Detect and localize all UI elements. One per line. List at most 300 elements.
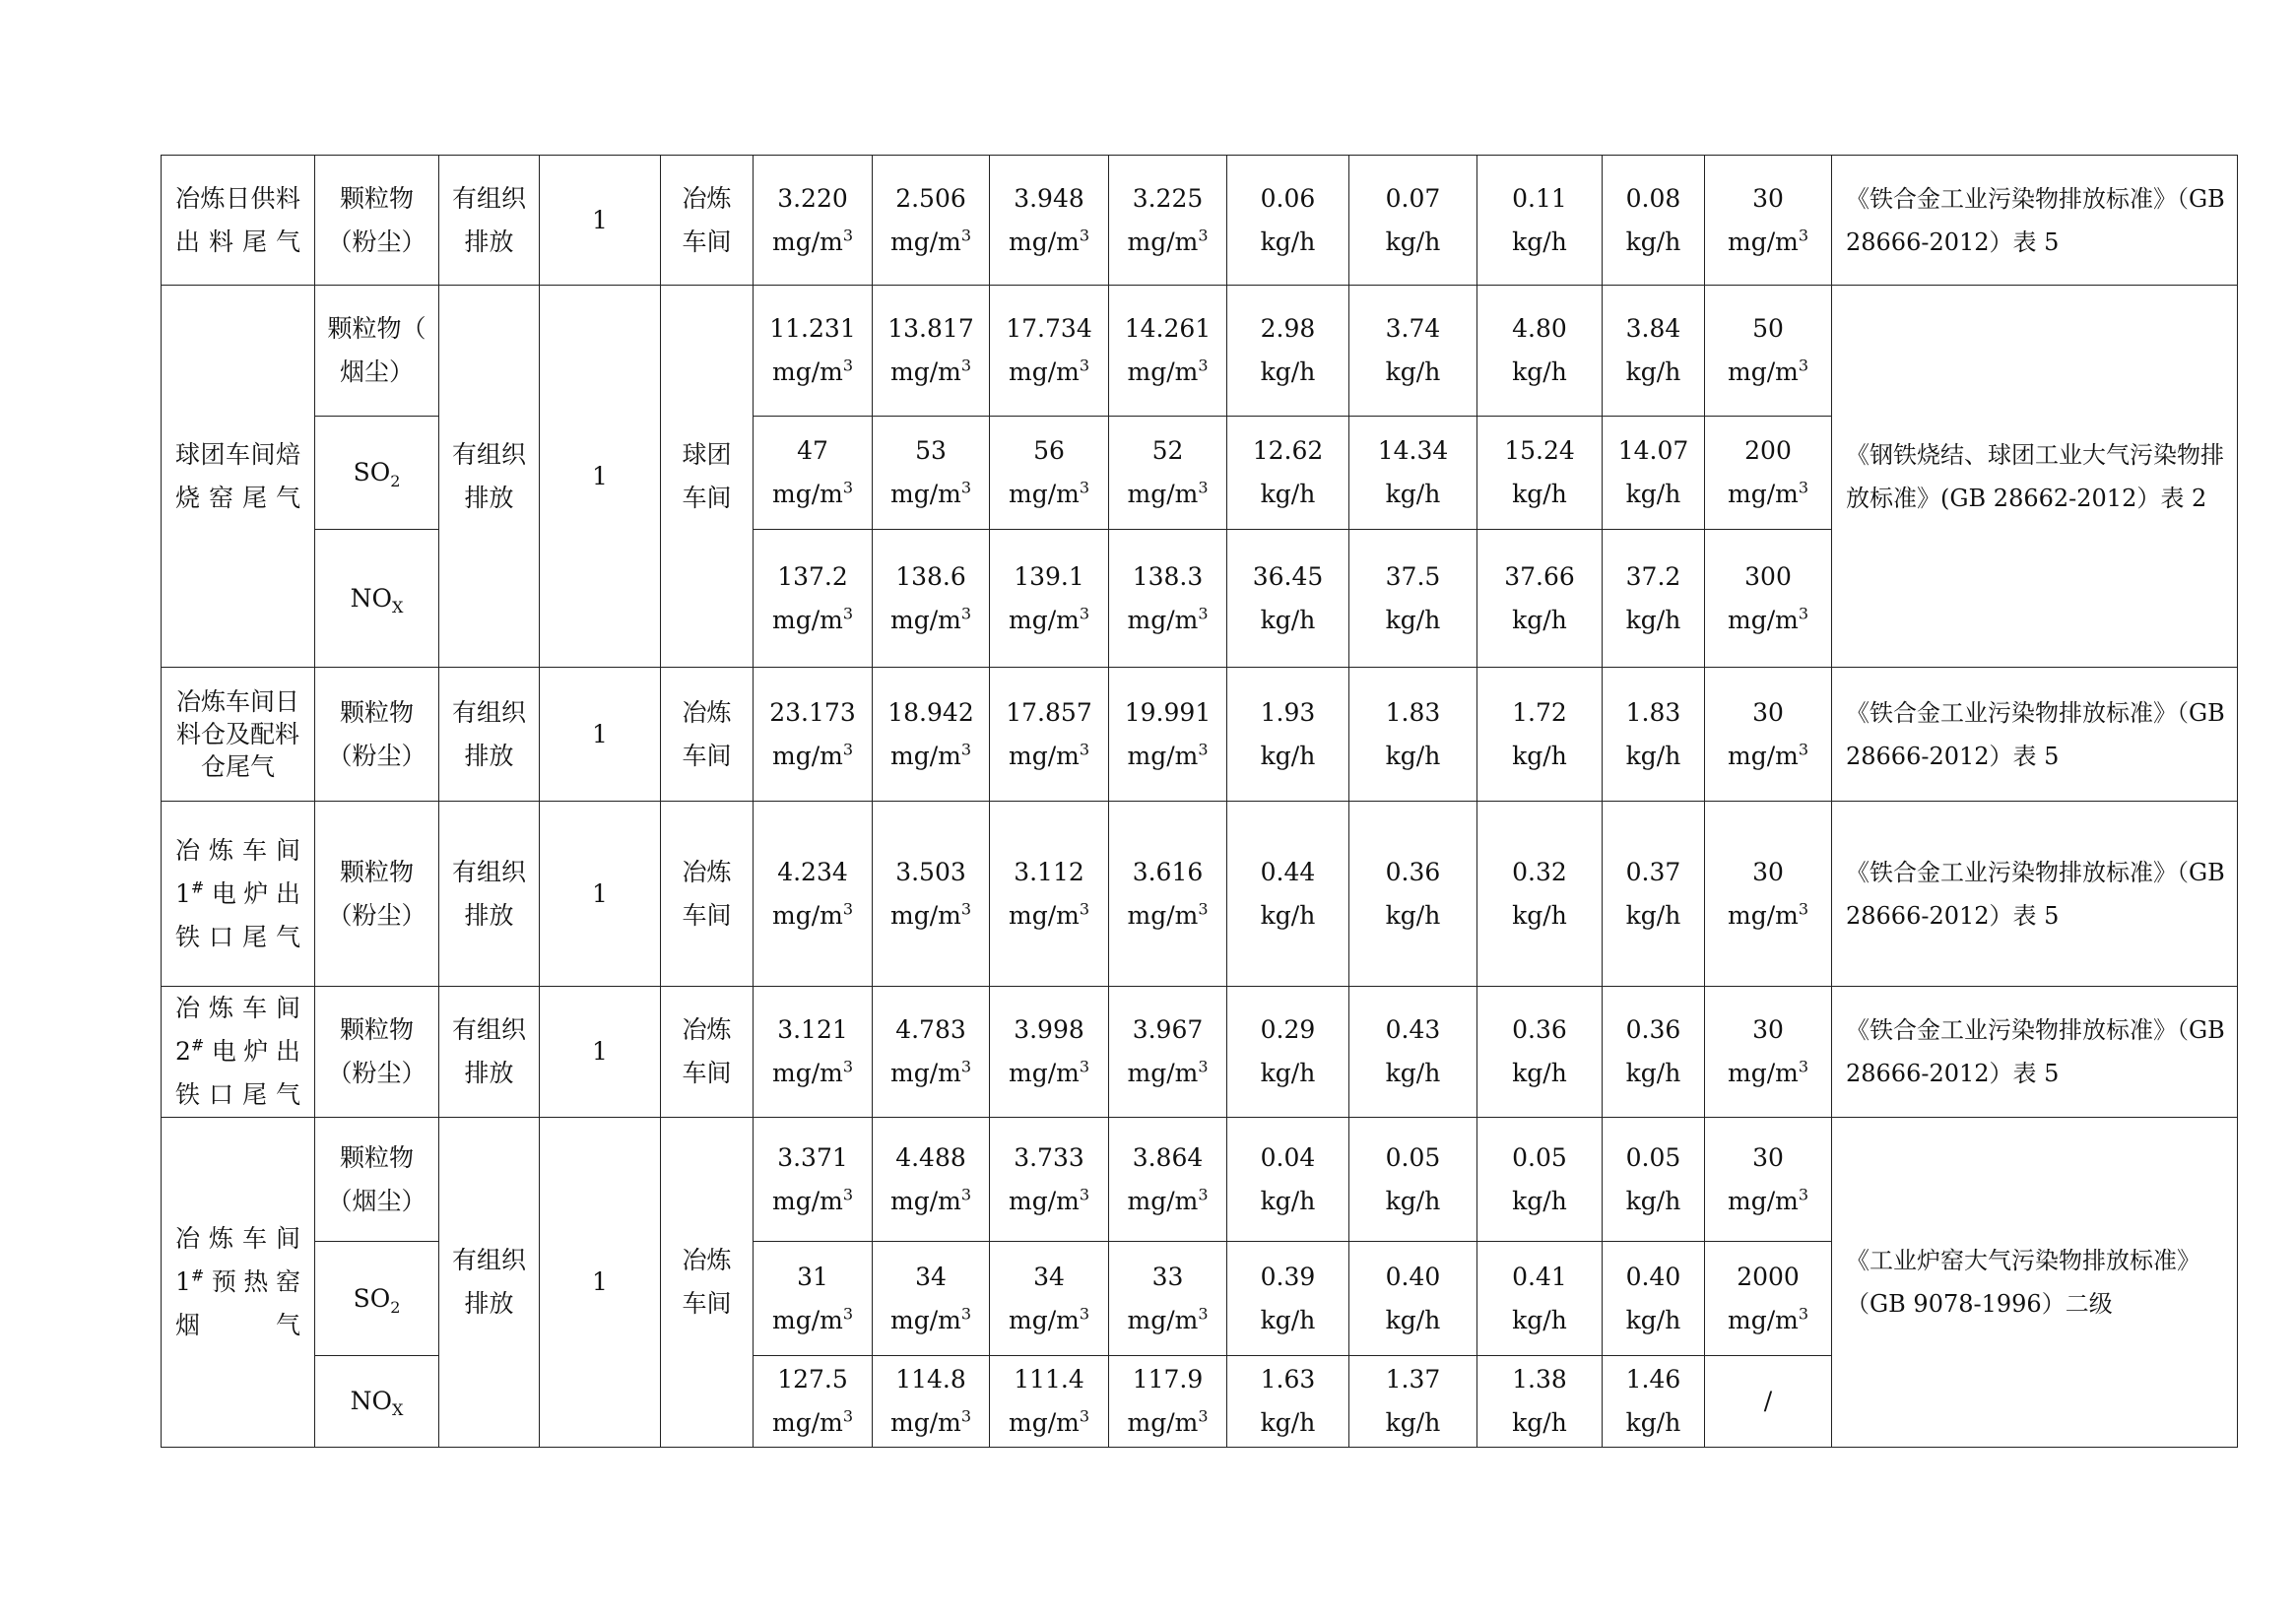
unit-base: mg/m bbox=[1008, 357, 1080, 386]
unit-exp: 3 bbox=[1079, 226, 1090, 245]
concentration-cell bbox=[873, 530, 990, 668]
rate-unit: kg/h bbox=[1625, 605, 1681, 634]
unit-exp: 3 bbox=[1198, 899, 1209, 919]
rate-unit: kg/h bbox=[1260, 480, 1316, 508]
concentration-cell bbox=[754, 987, 873, 1118]
pollutant bbox=[315, 417, 439, 530]
concentration-unit bbox=[873, 1401, 989, 1445]
concentration-value: 17.857 bbox=[1006, 697, 1092, 727]
concentration-unit bbox=[1109, 221, 1226, 264]
rate-value: 14.34 bbox=[1377, 436, 1449, 465]
concentration-value: 33 bbox=[1151, 1262, 1184, 1291]
rate-unit: kg/h bbox=[1512, 605, 1567, 634]
unit-exp: 3 bbox=[1079, 1406, 1090, 1426]
concentration-cell bbox=[1109, 1242, 1227, 1356]
pollutant-label: 颗粒物（粉尘） bbox=[327, 1015, 426, 1087]
unit-exp: 3 bbox=[960, 1406, 972, 1426]
rate-cell bbox=[1603, 1356, 1705, 1448]
pollutant bbox=[315, 987, 439, 1118]
unit-base: mg/m bbox=[1127, 900, 1199, 930]
pollutant-label: 颗粒物（粉尘） bbox=[327, 697, 426, 770]
unit-exp: 3 bbox=[842, 604, 854, 623]
location: 冶炼车间 bbox=[661, 987, 754, 1118]
pollutant-label: 颗粒物（粉尘） bbox=[327, 183, 426, 256]
unit-base: mg/m bbox=[1008, 741, 1080, 770]
limit-value: / bbox=[1763, 1387, 1773, 1415]
rate-value: 1.72 bbox=[1512, 697, 1567, 727]
rate-cell bbox=[1349, 156, 1477, 286]
rate-value: 37.2 bbox=[1625, 561, 1681, 591]
pollutant-label: NO bbox=[350, 1387, 392, 1415]
concentration-value: 138.6 bbox=[895, 561, 966, 591]
rate-cell bbox=[1603, 802, 1705, 987]
limit-cell bbox=[1705, 802, 1832, 987]
unit-exp: 3 bbox=[842, 1304, 854, 1324]
table-row bbox=[162, 156, 2238, 286]
concentration-unit bbox=[990, 894, 1108, 938]
unit-exp: 3 bbox=[960, 478, 972, 497]
outlet-count: 1 bbox=[540, 156, 661, 286]
rate-cell bbox=[1603, 156, 1705, 286]
concentration-unit bbox=[1109, 599, 1226, 642]
unit-exp: 3 bbox=[842, 356, 854, 375]
concentration-value: 18.942 bbox=[887, 697, 974, 727]
rate-unit: kg/h bbox=[1512, 1305, 1567, 1334]
rate-value: 1.63 bbox=[1260, 1365, 1316, 1394]
standard-reference: 《钢铁烧结、球团工业大气污染物排放标准》(GB 28662-2012）表 2 bbox=[1832, 286, 2238, 668]
concentration-value: 47 bbox=[797, 436, 828, 465]
unit-exp: 3 bbox=[1198, 1406, 1209, 1426]
rate-cell bbox=[1227, 1242, 1349, 1356]
limit-unit bbox=[1705, 351, 1831, 394]
pollutant bbox=[315, 1242, 439, 1356]
rate-cell bbox=[1603, 286, 1705, 417]
rate-value: 1.83 bbox=[1385, 697, 1441, 727]
concentration-cell bbox=[1109, 1356, 1227, 1448]
unit-base: mg/m bbox=[1727, 227, 1799, 256]
rate-cell bbox=[1477, 530, 1603, 668]
unit-base: mg/m bbox=[889, 480, 961, 508]
concentration-unit bbox=[873, 351, 989, 394]
source-sup: # bbox=[190, 1265, 205, 1285]
unit-exp: 3 bbox=[842, 1057, 854, 1076]
rate-unit: kg/h bbox=[1260, 1186, 1316, 1215]
unit-exp: 3 bbox=[1079, 478, 1090, 497]
unit-exp: 3 bbox=[1079, 740, 1090, 759]
table-row bbox=[162, 286, 2238, 417]
concentration-unit bbox=[1109, 894, 1226, 938]
rate-unit: kg/h bbox=[1260, 741, 1316, 770]
concentration-cell bbox=[754, 1118, 873, 1242]
source-label: 冶炼车间1 bbox=[175, 1224, 300, 1296]
rate-value: 0.37 bbox=[1625, 857, 1681, 886]
unit-exp: 3 bbox=[960, 1057, 972, 1076]
unit-base: mg/m bbox=[1127, 741, 1199, 770]
unit-exp: 3 bbox=[1079, 1057, 1090, 1076]
concentration-cell bbox=[873, 668, 990, 802]
rate-cell bbox=[1477, 1118, 1603, 1242]
standard-reference: 《工业炉窑大气污染物排放标准》（GB 9078-1996）二级 bbox=[1832, 1118, 2238, 1448]
concentration-unit bbox=[1109, 351, 1226, 394]
rate-cell bbox=[1477, 668, 1603, 802]
rate-value: 0.05 bbox=[1625, 1142, 1681, 1172]
unit-exp: 3 bbox=[842, 899, 854, 919]
rate-cell bbox=[1349, 530, 1477, 668]
unit-exp: 3 bbox=[842, 1406, 854, 1426]
rate-cell bbox=[1227, 530, 1349, 668]
concentration-cell bbox=[754, 1356, 873, 1448]
rate-unit: kg/h bbox=[1385, 227, 1441, 256]
rate-unit: kg/h bbox=[1385, 480, 1441, 508]
unit-base: mg/m bbox=[1727, 1305, 1799, 1334]
rate-value: 0.07 bbox=[1385, 183, 1441, 213]
concentration-value: 19.991 bbox=[1124, 697, 1212, 727]
unit-base: mg/m bbox=[1127, 605, 1199, 634]
concentration-unit bbox=[754, 1401, 872, 1445]
concentration-unit bbox=[873, 221, 989, 264]
concentration-cell bbox=[873, 1356, 990, 1448]
concentration-value: 53 bbox=[915, 436, 947, 465]
pollutant-sub: X bbox=[391, 1400, 404, 1419]
unit-base: mg/m bbox=[889, 227, 961, 256]
concentration-unit bbox=[873, 1299, 989, 1342]
concentration-unit bbox=[990, 735, 1108, 778]
unit-exp: 3 bbox=[842, 478, 854, 497]
concentration-value: 3.112 bbox=[1014, 857, 1084, 886]
location: 球团车间 bbox=[661, 286, 754, 668]
rate-unit: kg/h bbox=[1512, 1408, 1567, 1437]
concentration-unit bbox=[873, 1052, 989, 1095]
concentration-unit bbox=[990, 473, 1108, 516]
pollutant-label: 颗粒物（烟尘） bbox=[327, 1142, 426, 1215]
unit-exp: 3 bbox=[1798, 1057, 1809, 1076]
unit-base: mg/m bbox=[1127, 357, 1199, 386]
unit-exp: 3 bbox=[1798, 740, 1809, 759]
concentration-value: 139.1 bbox=[1014, 561, 1084, 591]
unit-base: mg/m bbox=[1008, 480, 1080, 508]
rate-unit: kg/h bbox=[1260, 1305, 1316, 1334]
rate-cell bbox=[1227, 417, 1349, 530]
concentration-value: 13.817 bbox=[887, 314, 974, 343]
concentration-cell bbox=[1109, 156, 1227, 286]
unit-base: mg/m bbox=[771, 741, 843, 770]
location: 冶炼车间 bbox=[661, 668, 754, 802]
rate-cell bbox=[1603, 1118, 1705, 1242]
limit-unit bbox=[1705, 473, 1831, 516]
concentration-cell bbox=[990, 987, 1109, 1118]
rate-value: 0.05 bbox=[1512, 1142, 1567, 1172]
unit-exp: 3 bbox=[1798, 1185, 1809, 1204]
limit-unit bbox=[1705, 894, 1831, 938]
concentration-cell bbox=[990, 1356, 1109, 1448]
emission-source bbox=[162, 802, 315, 987]
limit-cell bbox=[1705, 286, 1832, 417]
concentration-value: 127.5 bbox=[777, 1365, 848, 1394]
rate-unit: kg/h bbox=[1625, 1059, 1681, 1087]
unit-base: mg/m bbox=[1008, 1408, 1080, 1437]
unit-exp: 3 bbox=[1198, 740, 1209, 759]
concentration-cell bbox=[754, 156, 873, 286]
concentration-cell bbox=[873, 1242, 990, 1356]
concentration-value: 4.488 bbox=[895, 1142, 966, 1172]
concentration-cell bbox=[873, 1118, 990, 1242]
rate-value: 0.40 bbox=[1385, 1262, 1441, 1291]
rate-value: 0.44 bbox=[1260, 857, 1316, 886]
emission-mode: 有组织排放 bbox=[439, 987, 540, 1118]
pollutant bbox=[315, 1356, 439, 1448]
rate-unit: kg/h bbox=[1625, 227, 1681, 256]
emission-mode: 有组织排放 bbox=[439, 286, 540, 668]
limit-unit bbox=[1705, 735, 1831, 778]
source-sup: # bbox=[190, 877, 205, 897]
rate-cell bbox=[1227, 668, 1349, 802]
concentration-cell bbox=[1109, 802, 1227, 987]
rate-unit: kg/h bbox=[1512, 1186, 1567, 1215]
concentration-value: 31 bbox=[797, 1262, 828, 1291]
rate-cell bbox=[1349, 802, 1477, 987]
concentration-value: 3.998 bbox=[1014, 1015, 1084, 1044]
concentration-value: 3.371 bbox=[777, 1142, 848, 1172]
emission-mode: 有组织排放 bbox=[439, 1118, 540, 1448]
pollutant-sub: 2 bbox=[390, 472, 401, 490]
limit-value: 200 bbox=[1744, 436, 1792, 465]
rate-unit: kg/h bbox=[1385, 1186, 1441, 1215]
source-tail: 电炉出铁口尾气 bbox=[175, 878, 300, 951]
concentration-cell bbox=[990, 156, 1109, 286]
concentration-value: 34 bbox=[915, 1262, 947, 1291]
rate-value: 12.62 bbox=[1252, 436, 1324, 465]
rate-value: 0.41 bbox=[1512, 1262, 1567, 1291]
emission-mode: 有组织排放 bbox=[439, 668, 540, 802]
unit-base: mg/m bbox=[771, 1059, 843, 1087]
rate-cell bbox=[1349, 286, 1477, 417]
rate-cell bbox=[1477, 1356, 1603, 1448]
unit-exp: 3 bbox=[1798, 356, 1809, 375]
rate-value: 2.98 bbox=[1260, 314, 1316, 343]
concentration-unit bbox=[754, 894, 872, 938]
rate-value: 0.11 bbox=[1512, 183, 1567, 213]
concentration-value: 17.734 bbox=[1006, 314, 1092, 343]
concentration-cell bbox=[1109, 417, 1227, 530]
limit-cell bbox=[1705, 417, 1832, 530]
rate-unit: kg/h bbox=[1512, 741, 1567, 770]
concentration-cell bbox=[1109, 1118, 1227, 1242]
unit-base: mg/m bbox=[771, 1408, 843, 1437]
concentration-value: 11.231 bbox=[769, 314, 856, 343]
rate-value: 0.40 bbox=[1625, 1262, 1681, 1291]
pollutant-label: 颗粒物（ 烟尘） bbox=[327, 314, 426, 386]
standard-reference: 《铁合金工业污染物排放标准》（GB 28666-2012）表 5 bbox=[1832, 156, 2238, 286]
concentration-cell bbox=[754, 1242, 873, 1356]
outlet-count: 1 bbox=[540, 668, 661, 802]
unit-base: mg/m bbox=[1727, 605, 1799, 634]
unit-exp: 3 bbox=[1198, 1057, 1209, 1076]
concentration-unit bbox=[754, 599, 872, 642]
concentration-cell bbox=[1109, 286, 1227, 417]
location: 冶炼车间 bbox=[661, 156, 754, 286]
concentration-cell bbox=[873, 417, 990, 530]
outlet-count: 1 bbox=[540, 286, 661, 668]
limit-cell bbox=[1705, 1242, 1832, 1356]
limit-unit bbox=[1705, 1052, 1831, 1095]
rate-value: 15.24 bbox=[1504, 436, 1575, 465]
standard-reference: 《铁合金工业污染物排放标准》（GB 28666-2012）表 5 bbox=[1832, 802, 2238, 987]
rate-value: 1.83 bbox=[1625, 697, 1681, 727]
source-tail: 预热窑烟气 bbox=[175, 1267, 300, 1339]
unit-base: mg/m bbox=[1008, 227, 1080, 256]
rate-cell bbox=[1603, 530, 1705, 668]
rate-unit: kg/h bbox=[1625, 1186, 1681, 1215]
rate-cell bbox=[1477, 286, 1603, 417]
unit-base: mg/m bbox=[1127, 227, 1199, 256]
concentration-value: 14.261 bbox=[1124, 314, 1212, 343]
unit-base: mg/m bbox=[889, 1305, 961, 1334]
rate-cell bbox=[1349, 417, 1477, 530]
concentration-cell bbox=[754, 530, 873, 668]
concentration-value: 34 bbox=[1033, 1262, 1065, 1291]
rate-unit: kg/h bbox=[1385, 1408, 1441, 1437]
unit-base: mg/m bbox=[1727, 900, 1799, 930]
concentration-value: 3.948 bbox=[1014, 183, 1084, 213]
concentration-unit bbox=[990, 1401, 1108, 1445]
unit-exp: 3 bbox=[1198, 478, 1209, 497]
rate-cell bbox=[1603, 1242, 1705, 1356]
limit-value: 30 bbox=[1752, 1142, 1784, 1172]
rate-unit: kg/h bbox=[1512, 900, 1567, 930]
concentration-unit bbox=[754, 473, 872, 516]
rate-unit: kg/h bbox=[1260, 227, 1316, 256]
concentration-value: 138.3 bbox=[1132, 561, 1204, 591]
source-label: 冶炼车间日料仓及配料仓尾气 bbox=[175, 687, 299, 781]
concentration-value: 137.2 bbox=[777, 561, 848, 591]
limit-unit bbox=[1705, 221, 1831, 264]
unit-base: mg/m bbox=[889, 1186, 961, 1215]
concentration-unit bbox=[990, 1299, 1108, 1342]
concentration-value: 52 bbox=[1151, 436, 1184, 465]
rate-cell bbox=[1349, 1242, 1477, 1356]
unit-exp: 3 bbox=[960, 604, 972, 623]
rate-value: 0.08 bbox=[1625, 183, 1681, 213]
limit-unit bbox=[1705, 599, 1831, 642]
unit-base: mg/m bbox=[1727, 480, 1799, 508]
unit-base: mg/m bbox=[1127, 1408, 1199, 1437]
unit-base: mg/m bbox=[771, 1305, 843, 1334]
table-row bbox=[162, 668, 2238, 802]
unit-base: mg/m bbox=[1727, 357, 1799, 386]
emission-source bbox=[162, 156, 315, 286]
concentration-cell bbox=[1109, 987, 1227, 1118]
rate-cell bbox=[1349, 668, 1477, 802]
pollutant bbox=[315, 802, 439, 987]
concentration-unit bbox=[1109, 1299, 1226, 1342]
limit-unit bbox=[1705, 1299, 1831, 1342]
unit-exp: 3 bbox=[960, 356, 972, 375]
rate-value: 0.43 bbox=[1385, 1015, 1441, 1044]
unit-exp: 3 bbox=[842, 1185, 854, 1204]
pollutant bbox=[315, 1118, 439, 1242]
rate-value: 0.32 bbox=[1512, 857, 1567, 886]
concentration-value: 117.9 bbox=[1132, 1365, 1204, 1394]
unit-base: mg/m bbox=[771, 605, 843, 634]
rate-unit: kg/h bbox=[1625, 741, 1681, 770]
concentration-value: 3.225 bbox=[1132, 183, 1204, 213]
unit-exp: 3 bbox=[1079, 604, 1090, 623]
limit-cell bbox=[1705, 1356, 1832, 1448]
unit-exp: 3 bbox=[1798, 226, 1809, 245]
limit-cell bbox=[1705, 156, 1832, 286]
concentration-cell bbox=[754, 668, 873, 802]
concentration-cell bbox=[990, 1242, 1109, 1356]
rate-cell bbox=[1349, 987, 1477, 1118]
rate-unit: kg/h bbox=[1625, 1408, 1681, 1437]
unit-base: mg/m bbox=[1008, 1305, 1080, 1334]
concentration-value: 3.864 bbox=[1132, 1142, 1204, 1172]
location: 冶炼车间 bbox=[661, 1118, 754, 1448]
rate-unit: kg/h bbox=[1385, 741, 1441, 770]
rate-value: 1.46 bbox=[1625, 1365, 1681, 1394]
rate-cell bbox=[1603, 417, 1705, 530]
unit-base: mg/m bbox=[1727, 1059, 1799, 1087]
concentration-unit bbox=[873, 1180, 989, 1223]
emission-mode: 有组织排放 bbox=[439, 156, 540, 286]
rate-value: 0.36 bbox=[1385, 857, 1441, 886]
limit-value: 30 bbox=[1752, 697, 1784, 727]
emission-source bbox=[162, 987, 315, 1118]
source-label: 冶炼车间2 bbox=[175, 994, 300, 1066]
emission-monitoring-table bbox=[161, 155, 2238, 1448]
limit-value: 300 bbox=[1744, 561, 1792, 591]
concentration-value: 3.967 bbox=[1132, 1015, 1204, 1044]
rate-cell bbox=[1477, 156, 1603, 286]
concentration-value: 3.503 bbox=[895, 857, 966, 886]
unit-exp: 3 bbox=[1198, 226, 1209, 245]
unit-exp: 3 bbox=[960, 899, 972, 919]
limit-value: 30 bbox=[1752, 183, 1784, 213]
rate-value: 1.93 bbox=[1260, 697, 1316, 727]
pollutant bbox=[315, 530, 439, 668]
rate-cell bbox=[1603, 987, 1705, 1118]
concentration-cell bbox=[873, 987, 990, 1118]
unit-exp: 3 bbox=[960, 1185, 972, 1204]
rate-cell bbox=[1349, 1118, 1477, 1242]
pollutant bbox=[315, 286, 439, 417]
concentration-cell bbox=[990, 417, 1109, 530]
concentration-unit bbox=[754, 1052, 872, 1095]
concentration-unit bbox=[1109, 735, 1226, 778]
rate-unit: kg/h bbox=[1625, 900, 1681, 930]
concentration-value: 3.220 bbox=[777, 183, 848, 213]
rate-value: 0.05 bbox=[1385, 1142, 1441, 1172]
rate-unit: kg/h bbox=[1512, 1059, 1567, 1087]
rate-unit: kg/h bbox=[1385, 1059, 1441, 1087]
unit-base: mg/m bbox=[889, 900, 961, 930]
limit-cell bbox=[1705, 668, 1832, 802]
unit-exp: 3 bbox=[1198, 1304, 1209, 1324]
rate-value: 3.74 bbox=[1385, 314, 1441, 343]
concentration-cell bbox=[754, 417, 873, 530]
limit-value: 30 bbox=[1752, 1015, 1784, 1044]
concentration-cell bbox=[873, 156, 990, 286]
source-label: 冶炼日供料出料尾气 bbox=[175, 183, 300, 256]
unit-exp: 3 bbox=[1798, 899, 1809, 919]
standard-reference: 《铁合金工业污染物排放标准》（GB 28666-2012）表 5 bbox=[1832, 987, 2238, 1118]
table-row bbox=[162, 987, 2238, 1118]
unit-exp: 3 bbox=[960, 1304, 972, 1324]
rate-unit: kg/h bbox=[1512, 357, 1567, 386]
unit-exp: 3 bbox=[1198, 1185, 1209, 1204]
rate-value: 0.29 bbox=[1260, 1015, 1316, 1044]
unit-base: mg/m bbox=[771, 1186, 843, 1215]
